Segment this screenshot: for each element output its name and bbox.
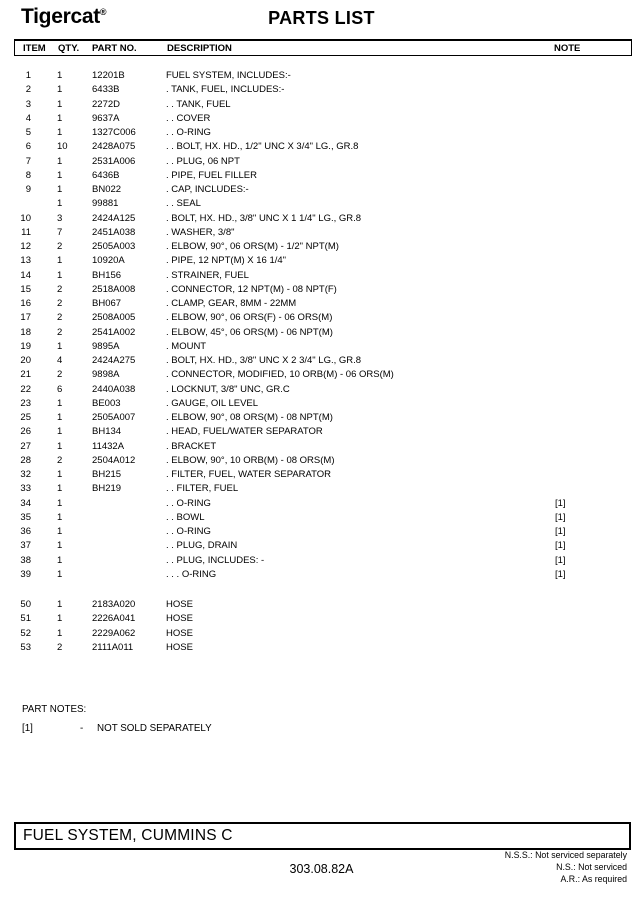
cell-item: 20: [20, 355, 31, 366]
table-row-group: [14, 598, 639, 655]
cell-item: 22: [20, 383, 31, 395]
assembly-title: FUEL SYSTEM, CUMMINS C: [23, 827, 233, 844]
cell-description: . BRACKET: [166, 440, 217, 452]
cell-part_no: 10920A: [92, 255, 125, 267]
cell-item: 23: [20, 397, 31, 409]
part-note-row: [22, 723, 212, 734]
cell-item: 13: [20, 255, 31, 267]
table-row: [14, 112, 639, 126]
cell-qty: 2: [57, 312, 63, 324]
cell-item: 37: [20, 540, 31, 552]
page-code: 303.08.82A: [289, 862, 354, 876]
cell-part_no: BH134: [92, 426, 122, 438]
table-row: [14, 254, 639, 268]
cell-part_no: 2226A041: [92, 613, 136, 625]
cell-part_no: 2508A005: [92, 312, 136, 324]
cell-qty: 1: [57, 155, 63, 167]
cell-description: . WASHER, 3/8": [166, 226, 235, 238]
cell-item: 25: [20, 412, 31, 423]
table-row: [14, 440, 639, 454]
cell-description: . . . O-RING: [166, 568, 217, 580]
cell-part_no: 2111A011: [92, 641, 134, 653]
cell-qty: 7: [57, 226, 63, 238]
table-row: [14, 627, 639, 641]
table-row: [14, 411, 639, 425]
cell-part_no: BH219: [92, 483, 122, 495]
table-row: [14, 340, 639, 354]
cell-qty: 1: [57, 483, 63, 495]
cell-description: HOSE: [166, 627, 193, 639]
table-row: [14, 383, 639, 397]
table-row: [14, 83, 639, 97]
cell-qty: 2: [57, 641, 63, 653]
table-header: [14, 39, 632, 56]
table-row: [14, 598, 639, 612]
cell-qty: 1: [57, 440, 63, 452]
table-row: [14, 169, 639, 183]
table-row: [14, 482, 639, 496]
cell-description: . ELBOW, 90°, 06 ORS(F) - 06 ORS(M): [166, 312, 333, 324]
cell-part_no: 2229A062: [92, 627, 136, 639]
cell-item: 4: [25, 112, 31, 124]
cell-qty: 1: [57, 84, 63, 96]
cell-note: [1]: [555, 540, 566, 552]
cell-part_no: 2428A075: [92, 141, 136, 153]
cell-item: 36: [20, 526, 31, 537]
cell-part_no: 99881: [92, 198, 119, 210]
cell-item: 6: [25, 141, 31, 153]
table-row: [14, 368, 639, 382]
table-row: [14, 226, 639, 240]
cell-item: 28: [20, 454, 31, 466]
cell-qty: 1: [57, 627, 63, 639]
cell-item: 3: [25, 98, 31, 110]
cell-qty: 1: [57, 497, 63, 509]
column-header-part-no: PART NO.: [92, 43, 137, 54]
cell-part_no: 2183A020: [92, 599, 136, 610]
cell-part_no: 2424A275: [92, 355, 136, 366]
table-row: [14, 641, 639, 655]
cell-qty: 1: [57, 397, 63, 409]
cell-part_no: 2505A003: [92, 241, 136, 252]
cell-description: . . O-RING: [166, 497, 211, 509]
legend-line-ns: N.S.: Not serviced: [556, 862, 627, 873]
cell-description: . . O-RING: [166, 127, 211, 138]
cell-item: 11: [21, 226, 31, 238]
table-row: [14, 311, 639, 325]
cell-part_no: BE003: [92, 397, 121, 409]
cell-description: FUEL SYSTEM, INCLUDES:-: [166, 70, 291, 81]
cell-description: . STRAINER, FUEL: [166, 269, 249, 281]
cell-qty: 1: [57, 568, 63, 580]
cell-part_no: [92, 539, 162, 553]
cell-qty: 6: [57, 383, 63, 395]
table-row: [14, 140, 639, 154]
cell-qty: 1: [57, 511, 63, 523]
cell-description: HOSE: [166, 599, 193, 610]
cell-qty: 1: [57, 340, 63, 352]
cell-qty: 1: [57, 412, 63, 423]
cell-qty: 1: [57, 540, 63, 552]
cell-item: 39: [20, 568, 31, 580]
table-row: [14, 283, 639, 297]
cell-qty: 4: [57, 355, 63, 366]
page-title: PARTS LIST: [268, 8, 375, 28]
cell-qty: 2: [57, 241, 63, 252]
cell-description: . . COVER: [166, 112, 211, 124]
cell-description: . . FILTER, FUEL: [166, 483, 239, 495]
table-row: [14, 69, 639, 83]
cell-description: . HEAD, FUEL/WATER SEPARATOR: [166, 426, 323, 438]
cell-item: 18: [20, 326, 31, 338]
cell-part_no: BH067: [92, 298, 122, 309]
cell-description: . . SEAL: [166, 198, 201, 210]
cell-item: 2: [25, 84, 31, 96]
cell-item: 1: [25, 70, 31, 81]
cell-part_no: 2424A125: [92, 212, 136, 224]
cell-item: 33: [20, 483, 31, 495]
legend-line-ar: A.R.: As required: [560, 874, 627, 885]
cell-note: [1]: [555, 554, 566, 566]
cell-item: 5: [25, 127, 31, 138]
cell-description: . . PLUG, INCLUDES: -: [166, 554, 265, 566]
part-notes-heading: PART NOTES:: [22, 704, 87, 715]
cell-item: 21: [20, 369, 31, 381]
table-row: [14, 326, 639, 340]
cell-part_no: 9898A: [92, 369, 120, 381]
cell-description: . CLAMP, GEAR, 8MM - 22MM: [166, 298, 297, 309]
cell-item: 8: [25, 169, 31, 181]
cell-qty: 1: [57, 269, 63, 281]
cell-description: . BOLT, HX. HD., 3/8" UNC X 1 1/4" LG., GR.8: [166, 212, 362, 224]
table-row: [14, 468, 639, 482]
cell-item: 7: [25, 155, 31, 167]
cell-part_no: 9895A: [92, 340, 120, 352]
cell-qty: 2: [57, 283, 63, 295]
cell-note: [1]: [555, 497, 566, 509]
cell-description: . . O-RING: [166, 526, 211, 537]
table-row-group: [14, 69, 639, 582]
cell-item: 50: [20, 599, 31, 610]
cell-qty: 2: [57, 369, 63, 381]
cell-part_no: 2518A008: [92, 283, 136, 295]
cell-part_no: 11432A: [92, 440, 125, 452]
cell-qty: 1: [57, 198, 63, 210]
cell-part_no: [92, 511, 162, 525]
part-note-text: NOT SOLD SEPARATELY: [97, 723, 212, 734]
table-row: [14, 183, 639, 197]
table-row: [14, 354, 639, 368]
cell-item: 14: [20, 269, 31, 281]
part-notes-section: [22, 704, 212, 734]
cell-part_no: 12201B: [92, 70, 125, 81]
cell-part_no: 2440A038: [92, 383, 136, 395]
column-header-qty: QTY.: [58, 43, 80, 54]
cell-item: 53: [20, 641, 31, 653]
cell-part_no: 2505A007: [92, 412, 136, 423]
cell-description: . . BOLT, HX. HD., 1/2" UNC X 3/4" LG., GR.8: [166, 141, 359, 153]
parts-table-body: [14, 69, 639, 655]
cell-description: . CAP, INCLUDES:-: [166, 184, 249, 195]
cell-qty: 1: [57, 98, 63, 110]
cell-note: [1]: [555, 526, 566, 537]
table-row: [14, 155, 639, 169]
table-row: [14, 126, 639, 140]
cell-description: . . PLUG, DRAIN: [166, 540, 238, 552]
cell-item: 38: [20, 554, 31, 566]
table-row: [14, 497, 639, 511]
cell-item: 34: [20, 497, 31, 509]
cell-qty: 1: [57, 469, 63, 480]
cell-description: . . PLUG, 06 NPT: [166, 155, 240, 167]
cell-qty: 2: [57, 298, 63, 309]
part-note-dash: -: [80, 723, 84, 734]
cell-description: . . TANK, FUEL: [166, 98, 231, 110]
cell-part_no: [92, 554, 162, 568]
table-row: [14, 98, 639, 112]
cell-part_no: [92, 568, 162, 582]
assembly-title-box: [14, 822, 631, 850]
cell-part_no: BH215: [92, 469, 122, 480]
cell-part_no: 2541A002: [92, 326, 136, 338]
table-row: [14, 568, 639, 582]
table-row: [14, 454, 639, 468]
cell-item: 12: [20, 241, 31, 252]
cell-qty: 1: [57, 112, 63, 124]
cell-part_no: 6433B: [92, 84, 120, 96]
cell-qty: 1: [57, 184, 63, 195]
cell-description: . FILTER, FUEL, WATER SEPARATOR: [166, 469, 332, 480]
cell-item: 35: [20, 511, 31, 523]
table-row: [14, 269, 639, 283]
cell-part_no: 2451A038: [92, 226, 136, 238]
cell-part_no: [92, 497, 162, 511]
cell-item: 51: [20, 613, 31, 625]
cell-qty: 2: [57, 326, 63, 338]
cell-note: [1]: [555, 511, 566, 523]
cell-description: . . BOWL: [166, 511, 205, 523]
cell-item: 9: [25, 184, 31, 195]
table-row: [14, 240, 639, 254]
cell-qty: 1: [57, 255, 63, 267]
cell-qty: 1: [57, 127, 63, 138]
cell-qty: 1: [57, 599, 63, 610]
column-header-note: NOTE: [554, 43, 581, 54]
cell-part_no: 2531A006: [92, 155, 136, 167]
cell-qty: 3: [57, 212, 63, 224]
cell-part_no: BN022: [92, 184, 122, 195]
cell-part_no: 1327C006: [92, 127, 136, 138]
cell-qty: 10: [57, 141, 68, 153]
cell-description: . ELBOW, 90°, 08 ORS(M) - 08 NPT(M): [166, 412, 333, 423]
cell-description: HOSE: [166, 613, 193, 625]
cell-item: 27: [20, 440, 31, 452]
table-row: [14, 525, 639, 539]
cell-qty: 1: [57, 554, 63, 566]
cell-qty: 1: [57, 169, 63, 181]
cell-note: [1]: [555, 568, 566, 580]
table-row: [14, 539, 639, 553]
cell-part_no: [92, 525, 162, 539]
cell-description: . MOUNT: [166, 340, 207, 352]
cell-description: HOSE: [166, 641, 193, 653]
cell-description: . CONNECTOR, MODIFIED, 10 ORB(M) - 06 ORS(M): [166, 369, 394, 381]
part-note-ref: [1]: [22, 723, 33, 734]
cell-qty: 1: [57, 613, 63, 625]
cell-item: [14, 197, 31, 211]
cell-description: . TANK, FUEL, INCLUDES:-: [166, 84, 285, 96]
cell-qty: 1: [57, 70, 63, 81]
cell-description: . PIPE, 12 NPT(M) X 16 1/4": [166, 255, 287, 267]
cell-item: 16: [20, 298, 31, 309]
cell-item: 15: [20, 283, 31, 295]
cell-description: . CONNECTOR, 12 NPT(M) - 08 NPT(F): [166, 283, 337, 295]
cell-item: 26: [20, 426, 31, 438]
cell-description: . GAUGE, OIL LEVEL: [166, 397, 259, 409]
legend-line-nss: N.S.S.: Not serviced separately: [504, 850, 627, 860]
cell-item: 19: [20, 340, 31, 352]
cell-description: . ELBOW, 90°, 10 ORB(M) - 08 ORS(M): [166, 454, 335, 466]
table-row: [14, 425, 639, 439]
table-row: [14, 554, 639, 568]
cell-part_no: 6436B: [92, 169, 120, 181]
table-row: [14, 212, 639, 226]
logo-text: Tigercat: [21, 5, 100, 28]
cell-item: 10: [20, 212, 31, 224]
registered-trademark-icon: ®: [99, 7, 107, 17]
cell-description: . LOCKNUT, 3/8" UNC, GR.C: [166, 383, 290, 395]
cell-part_no: BH156: [92, 269, 122, 281]
cell-description: . ELBOW, 90°, 06 ORS(M) - 1/2" NPT(M): [166, 241, 339, 252]
table-row: [14, 297, 639, 311]
cell-item: 32: [20, 469, 31, 480]
cell-qty: 1: [57, 426, 63, 438]
column-header-description: DESCRIPTION: [167, 43, 232, 54]
cell-item: 52: [20, 627, 31, 639]
cell-qty: 2: [57, 454, 63, 466]
cell-part_no: 2504A012: [92, 454, 136, 466]
table-row: [14, 511, 639, 525]
table-row: [14, 612, 639, 626]
cell-part_no: 9637A: [92, 112, 120, 124]
cell-qty: 1: [57, 526, 63, 537]
cell-description: . PIPE, FUEL FILLER: [166, 169, 257, 181]
cell-part_no: 2272D: [92, 98, 120, 110]
table-row: [14, 197, 639, 211]
column-header-item: ITEM: [23, 43, 46, 54]
cell-description: . BOLT, HX. HD., 3/8" UNC X 2 3/4" LG., GR.8: [166, 355, 362, 366]
cell-item: 17: [20, 312, 31, 324]
table-row: [14, 397, 639, 411]
cell-description: . ELBOW, 45°, 06 ORS(M) - 06 NPT(M): [166, 326, 333, 338]
